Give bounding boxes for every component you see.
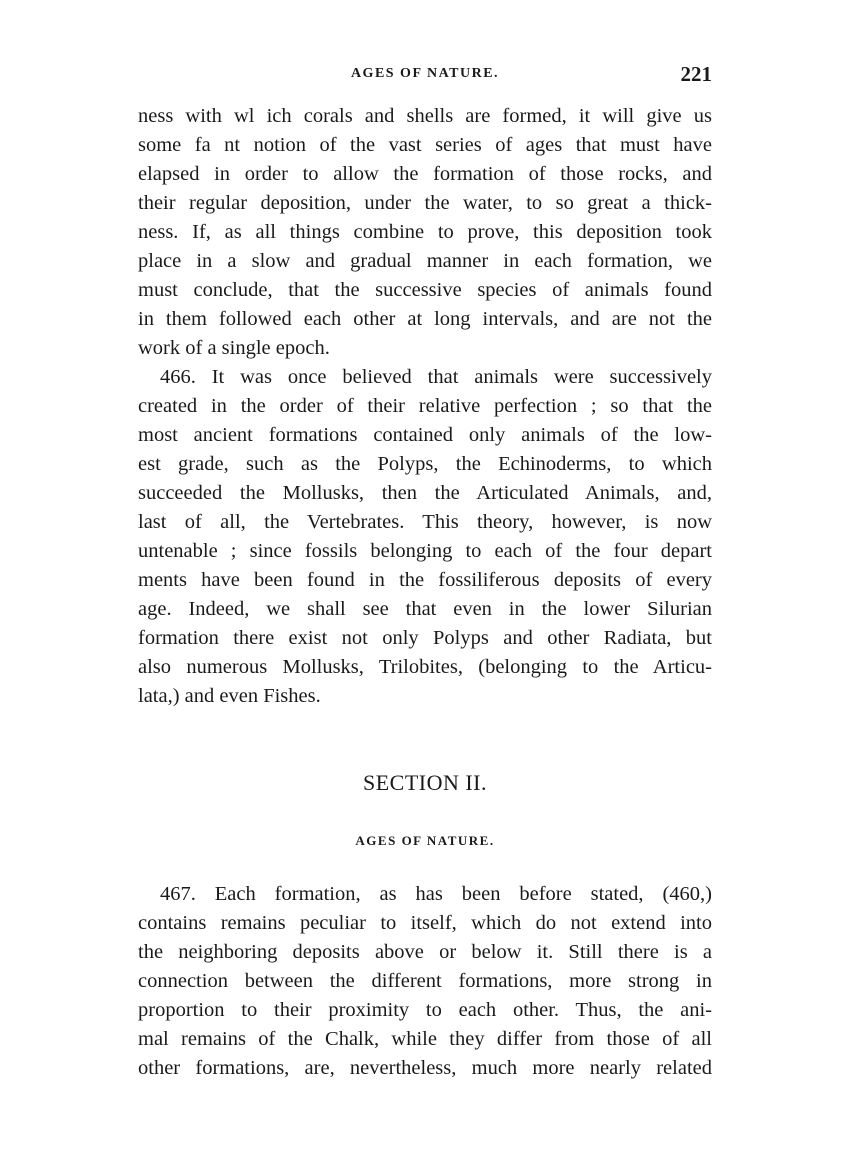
running-head	[138, 62, 712, 86]
text-line: 466. It was once believed that animals were successively	[160, 366, 712, 388]
text-line: untenable ; since fossils belonging to each of the four depart	[138, 540, 712, 562]
text-line: most ancient formations contained only animals of the low-	[138, 424, 712, 446]
text-line: created in the order of their relative perfection ; so that the	[138, 395, 712, 417]
text-line: the neighboring deposits above or below it. Still there is a	[138, 941, 712, 963]
text-line: last of all, the Vertebrates. This theory, however, is now	[138, 511, 712, 533]
text-line: must conclude, that the successive species of animals found	[138, 279, 712, 301]
section-heading: SECTION II.	[362, 770, 488, 795]
text-line: work of a single epoch.	[138, 337, 330, 359]
text-line: age. Indeed, we shall see that even in the lower Silurian	[138, 598, 712, 620]
text-line: proportion to their proximity to each other. Thus, the ani-	[138, 999, 712, 1021]
text-line: their regular deposition, under the water, to so great a thick-	[138, 192, 712, 214]
text-line: elapsed in order to allow the formation of those rocks, and	[138, 163, 712, 185]
text-line: est grade, such as the Polyps, the Echinoderms, to which	[138, 453, 712, 475]
text-line: ness. If, as all things combine to prove, this deposition took	[138, 221, 712, 243]
text-line: other formations, are, nevertheless, much more nearly related	[138, 1057, 712, 1079]
text-line: some fa nt notion of the vast series of ages that must have	[138, 134, 712, 156]
body-text-bottom	[138, 880, 712, 1083]
text-line: in them followed each other at long intervals, and are not the	[138, 308, 712, 330]
text-line: succeeded the Mollusks, then the Articulated Animals, and,	[138, 482, 712, 504]
section-subheading: AGES OF NATURE.	[355, 833, 495, 848]
paragraph-466	[138, 363, 712, 711]
text-line: mal remains of the Chalk, while they differ from those of all	[138, 1028, 712, 1050]
text-line: also numerous Mollusks, Trilobites, (belonging to the Articu-	[138, 656, 712, 678]
text-line: ness with wl ich corals and shells are formed, it will give us	[138, 105, 712, 127]
text-line: place in a slow and gradual manner in each formation, we	[138, 250, 712, 272]
paragraph-467	[138, 880, 712, 1083]
paragraph-continued	[138, 102, 712, 363]
text-line: 467. Each formation, as has been before stated, (460,)	[160, 883, 712, 905]
body-text-top	[138, 102, 712, 711]
running-title: AGES OF NATURE.	[350, 66, 500, 81]
page-number: 221	[680, 62, 712, 86]
text-line: formation there exist not only Polyps and other Radiata, but	[138, 627, 712, 649]
text-line: ments have been found in the fossiliferous deposits of every	[138, 569, 712, 591]
text-line: contains remains peculiar to itself, which do not extend into	[138, 912, 712, 934]
text-line: connection between the different formations, more strong in	[138, 970, 712, 992]
text-line: lata,) and even Fishes.	[138, 685, 321, 707]
